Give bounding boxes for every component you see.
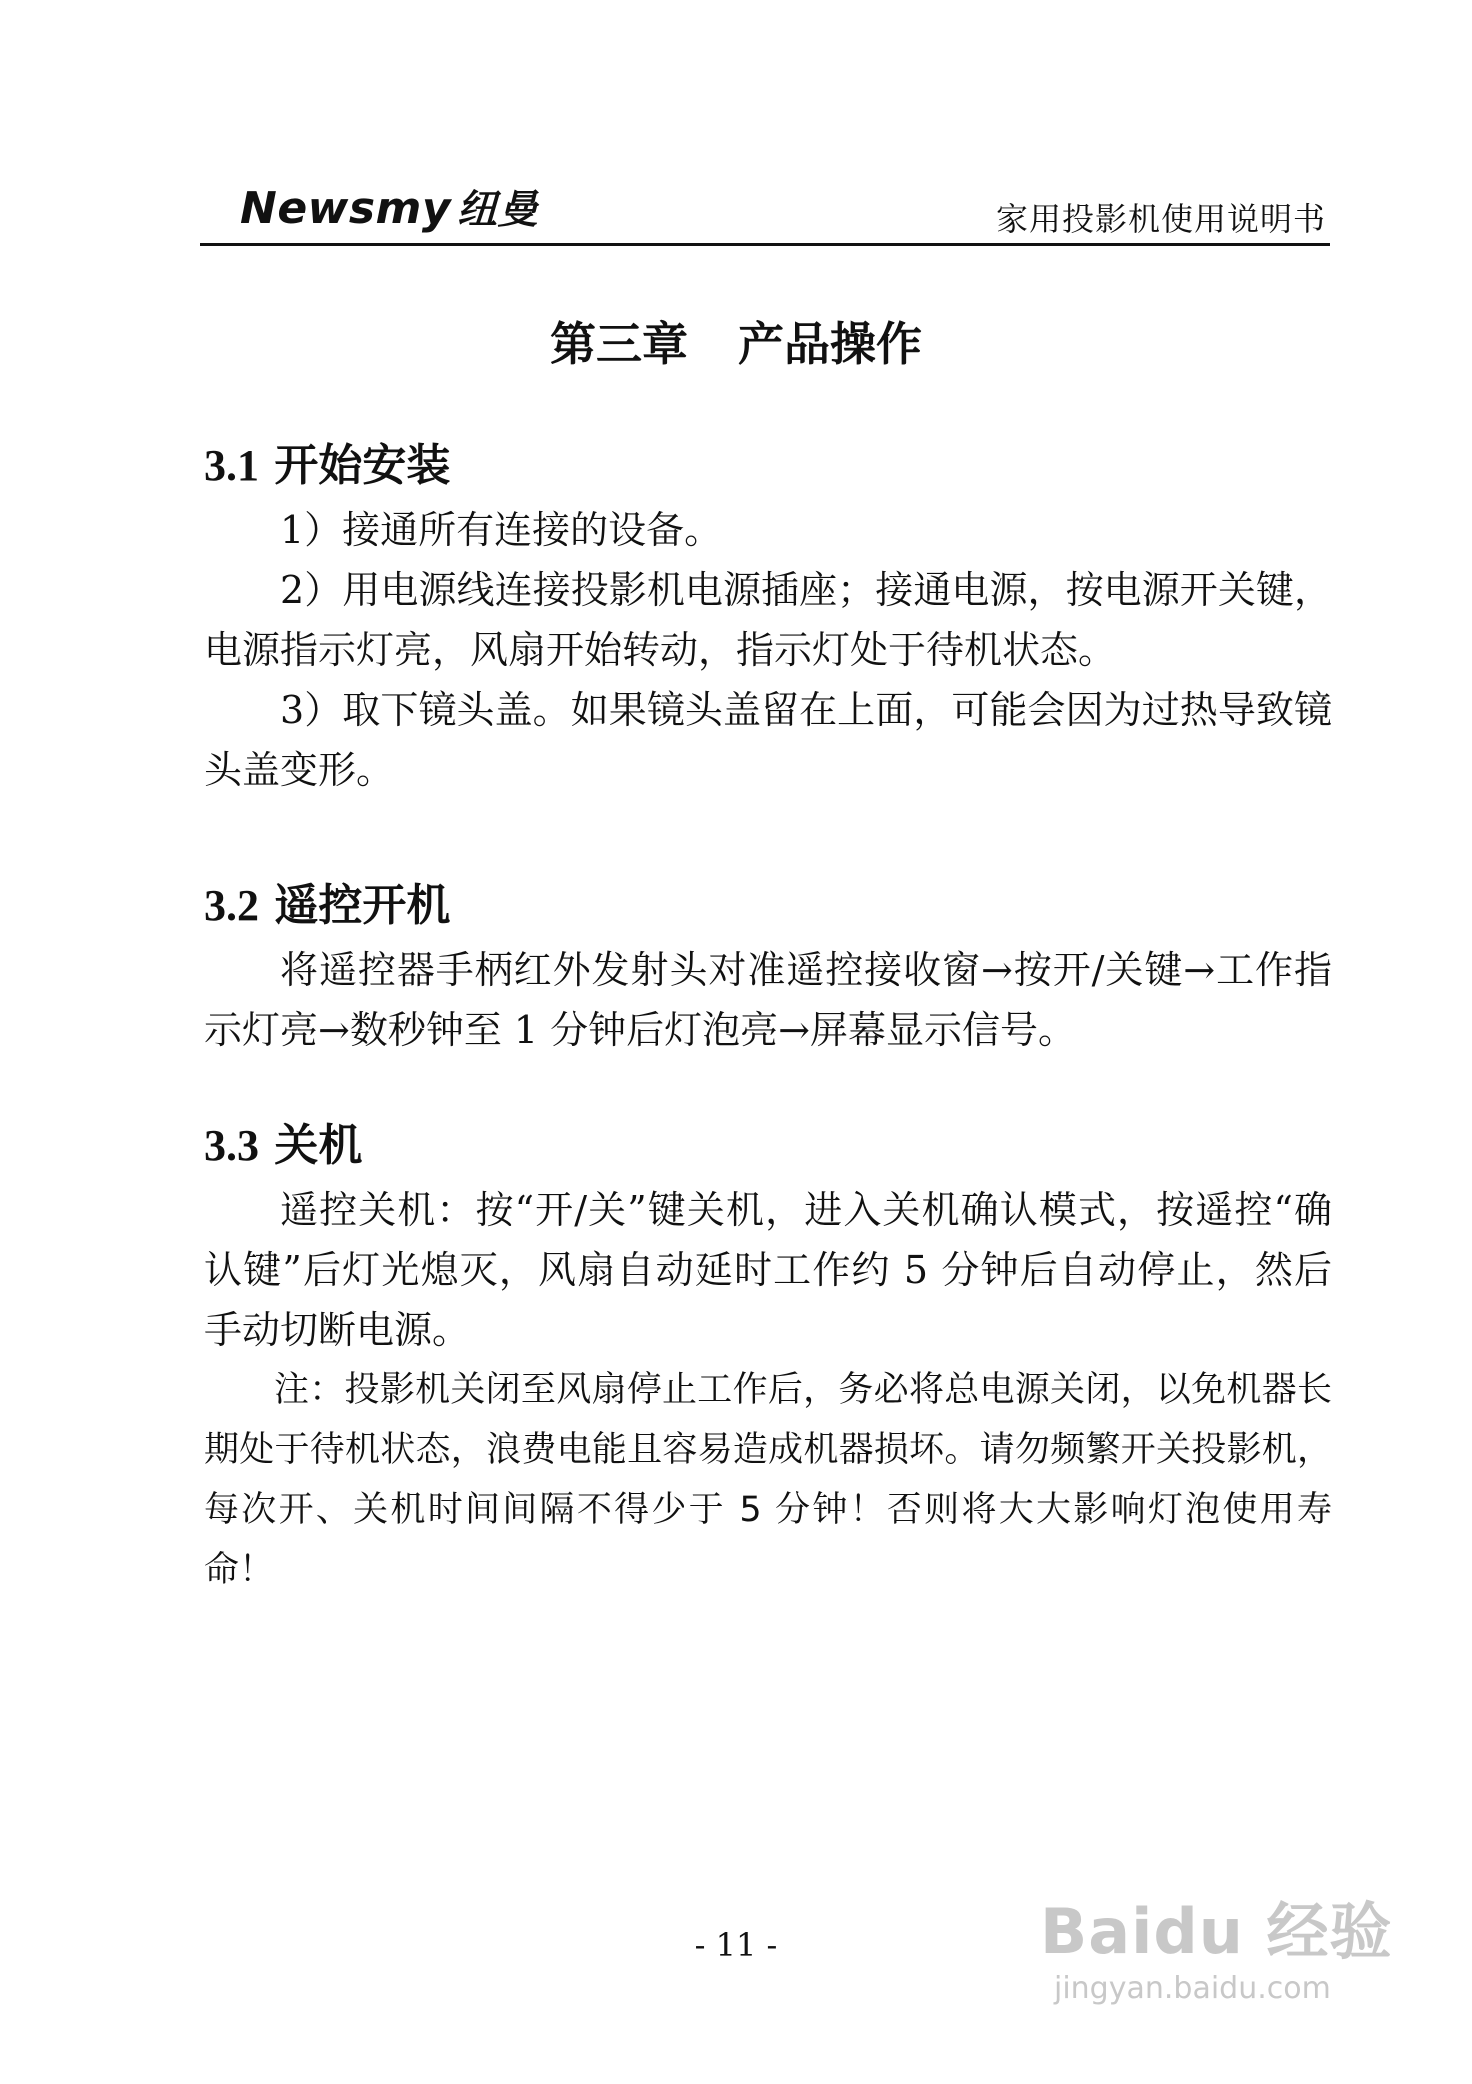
section-3-3 xyxy=(204,1118,1332,1600)
paragraph: 将遥控器手柄红外发射头对准遥控接收窗→按开/关键→工作指示灯亮→数秒钟至 1 分钟后灯泡亮→屏幕显示信号。 xyxy=(204,948,1332,1052)
paragraph: 2）用电源线连接投影机电源插座；接通电源，按电源开关键，电源指示灯亮，风扇开始转动，指示灯处于待机状态。 xyxy=(204,568,1332,672)
paragraph: 3）取下镜头盖。如果镜头盖留在上面，可能会因为过热导致镜头盖变形。 xyxy=(204,688,1332,792)
note-paragraph: 注：投影机关闭至风扇停止工作后，务必将总电源关闭，以免机器长期处于待机状态，浪费电能且容易造成机器损坏。请勿频繁开关投影机，每次开、关机时间间隔不得少于 5 分钟！否则将大大影响灯泡使用寿命！ xyxy=(204,1370,1332,1590)
section-number: 3.3 xyxy=(204,1121,259,1170)
baidu-watermark xyxy=(1040,1882,1392,2006)
page-number: - 11 - xyxy=(694,1926,778,1964)
paragraph: 遥控关机：按“开/关”键关机，进入关机确认模式，按遥控“确认键”后灯光熄灭，风扇自动延时工作约 5 分钟后自动停止，然后手动切断电源。 xyxy=(204,1188,1332,1352)
watermark-brand: Baidu 经验 xyxy=(1040,1895,1393,1968)
section-heading xyxy=(204,878,1332,934)
section-title: 关机 xyxy=(274,1120,363,1171)
section-number: 3.1 xyxy=(204,441,259,490)
header-divider xyxy=(200,243,1330,246)
section-3-2 xyxy=(204,878,1332,1060)
section-number: 3.2 xyxy=(204,881,259,930)
section-title: 遥控开机 xyxy=(274,880,451,931)
chapter-label: 第三章 xyxy=(550,317,688,371)
manual-title: 家用投影机使用说明书 xyxy=(995,200,1326,238)
logo-latin: Newsmy xyxy=(240,183,452,234)
section-3-1 xyxy=(204,438,1332,800)
watermark-site: jingyan.baidu.com xyxy=(1054,1971,1331,2006)
paragraph: 1）接通所有连接的设备。 xyxy=(280,508,723,552)
page-header xyxy=(200,168,1330,246)
chapter-title: 产品操作 xyxy=(738,317,922,371)
brand-logo xyxy=(240,178,538,235)
chapter-heading xyxy=(0,308,1472,374)
section-heading xyxy=(204,1118,1332,1174)
section-title: 开始安装 xyxy=(274,440,451,491)
section-heading xyxy=(204,438,1332,494)
logo-chinese: 纽曼 xyxy=(457,187,539,233)
